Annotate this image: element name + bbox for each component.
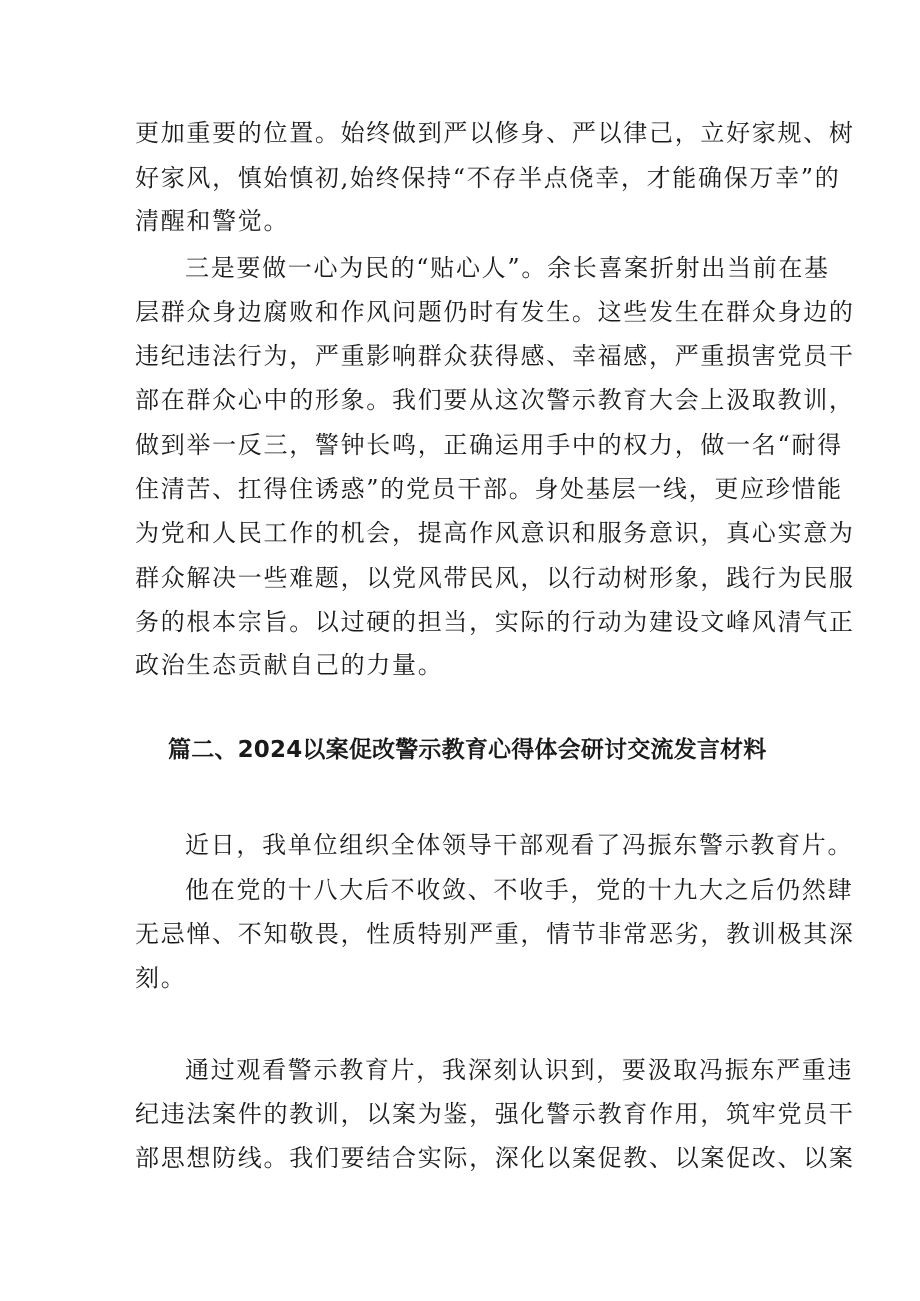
paragraph-line: 政治生态贡献自己的力量。 (135, 651, 444, 679)
paragraph-line: 他在党的十八大后不收敛、不收手，党的十九大之后仍然肆 (185, 876, 854, 904)
paragraph-line: 部思想防线。我们要结合实际，深化以案促教、以案促改、以案 (135, 1144, 855, 1172)
paragraph-line: 为党和人民工作的机会，提高作风意识和服务意识，真心实意为 (135, 519, 855, 547)
paragraph-line: 近日，我单位组织全体领导干部观看了冯振东警示教育片。 (185, 831, 854, 859)
paragraph-line: 群众解决一些难题，以党风带民风，以行动树形象，践行为民服 (135, 564, 855, 592)
section-heading: 篇二、2024以案促改警示教育心得体会研讨交流发言材料 (168, 737, 767, 763)
paragraph-line: 部在群众心中的形象。我们要从这次警示教育大会上汲取教训， (135, 386, 855, 414)
paragraph-line: 清醒和警觉。 (135, 207, 290, 235)
paragraph-line: 层群众身边腐败和作风问题仍时有发生。这些发生在群众身边的 (135, 298, 855, 326)
paragraph-line: 做到举一反三，警钟长鸣，正确运用手中的权力，做一名“耐得 (135, 431, 843, 459)
paragraph-line: 更加重要的位置。始终做到严以修身、严以律己，立好家规、树 (135, 119, 855, 147)
paragraph-line: 务的根本宗旨。以过硬的担当，实际的行动为建设文峰风清气正 (135, 608, 855, 636)
paragraph-line: 刻。 (135, 964, 187, 992)
paragraph-line: 住清苦、扛得住诱惑”的党员干部。身处基层一线，更应珍惜能 (135, 475, 843, 503)
paragraph-line: 好家风，慎始慎初,始终保持“不存半点侥幸，才能确保万幸”的 (135, 164, 841, 192)
paragraph-line: 纪违法案件的教训，以案为鉴，强化警示教育作用，筑牢党员干 (135, 1100, 855, 1128)
paragraph-line: 违纪违法行为，严重影响群众获得感、幸福感，严重损害党员干 (135, 342, 855, 370)
paragraph-line: 三是要做一心为民的“贴心人”。余长喜案折射出当前在基 (185, 254, 830, 282)
paragraph-line: 无忌惮、不知敬畏，性质特别严重，情节非常恶劣，教训极其深 (135, 920, 855, 948)
paragraph-line: 通过观看警示教育片，我深刻认识到，要汲取冯振东严重违 (185, 1056, 854, 1084)
